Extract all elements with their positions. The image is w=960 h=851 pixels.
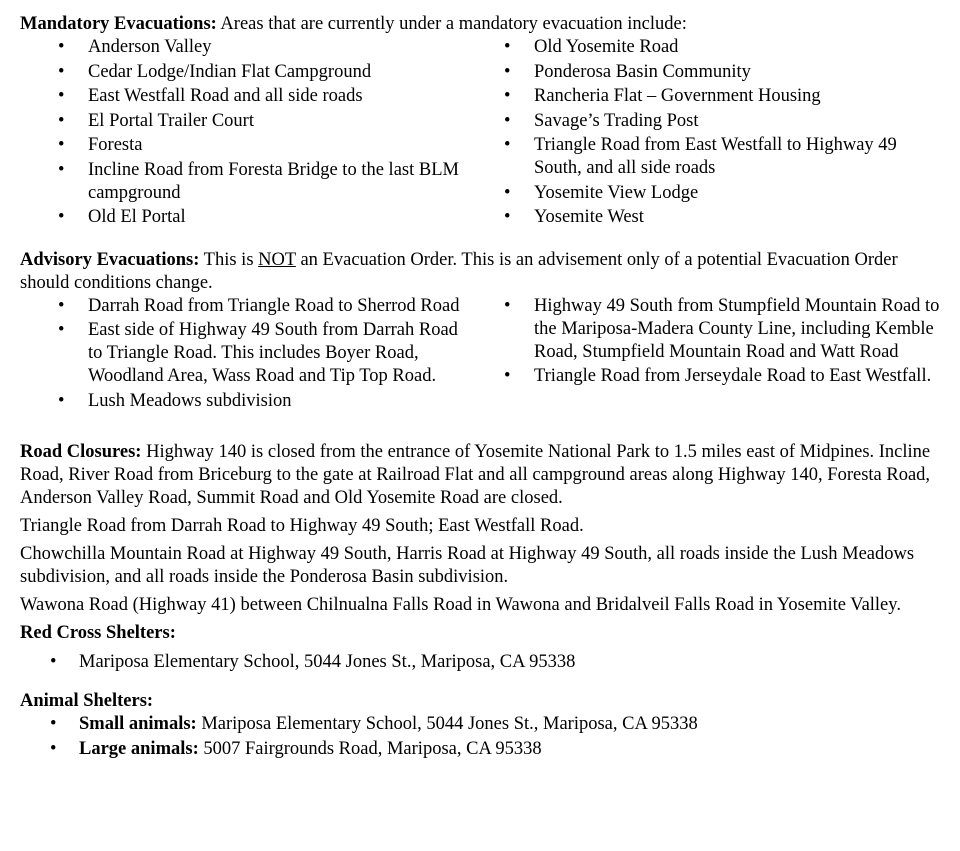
- bullet: •: [504, 295, 511, 316]
- mandatory-columns: [20, 36, 940, 231]
- list-item: [20, 61, 466, 84]
- bullet: •: [504, 182, 511, 203]
- bullet: •: [58, 86, 65, 106]
- animal-shelters-list: [20, 713, 940, 761]
- bullet: •: [58, 110, 65, 131]
- list-item: [466, 85, 940, 108]
- bullet: •: [504, 37, 511, 57]
- list-item: [466, 36, 940, 59]
- advisory-intro-after: an Evacuation Order. This is an advisement only of a potential Evacuation Order should conditions change.: [20, 249, 898, 293]
- list-item-text: Mariposa Elementary School, 5044 Jones St., Mariposa, CA 95338: [79, 652, 576, 672]
- road-closures-heading: Road Closures:: [20, 442, 142, 462]
- mandatory-heading: Mandatory Evacuations:: [20, 14, 217, 34]
- small-animals-text: Mariposa Elementary School, 5044 Jones St., Mariposa, CA 95338: [196, 714, 698, 734]
- bullet: •: [58, 159, 65, 180]
- list-item: [20, 390, 466, 413]
- list-item: [466, 134, 940, 180]
- list-item: [20, 134, 466, 157]
- list-item: [466, 206, 940, 229]
- list-item-text: Ponderosa Basin Community: [534, 61, 751, 82]
- advisory-intro: [20, 249, 940, 295]
- list-item: [20, 110, 466, 133]
- mandatory-intro-text: Areas that are currently under a mandatory evacuation include:: [216, 14, 687, 34]
- animal-shelters-heading: Animal Shelters:: [20, 691, 154, 711]
- bullet: •: [504, 135, 511, 155]
- red-cross-list: [20, 651, 940, 674]
- mandatory-left-list: [20, 36, 466, 231]
- list-item: [20, 36, 466, 59]
- bullet: •: [58, 37, 65, 57]
- large-animals-label: Large animals:: [79, 738, 199, 759]
- list-item-text: El Portal Trailer Court: [88, 110, 254, 131]
- list-item-text: Yosemite West: [534, 207, 644, 227]
- mandatory-right-list: [466, 36, 940, 231]
- bullet: •: [58, 135, 65, 155]
- mandatory-intro: [20, 13, 940, 36]
- list-item: [20, 738, 940, 761]
- list-item-text: Cedar Lodge/Indian Flat Campground: [88, 61, 372, 82]
- list-item: [20, 85, 466, 108]
- road-closure-line: Chowchilla Mountain Road at Highway 49 South, Harris Road at Highway 49 South, all roads inside the Lush Meadows subdivision, and all roads inside the Ponderosa Basin subdivision.: [20, 544, 915, 587]
- list-item-text: East side of Highway 49 South from Darrah Road to Triangle Road. This includes Boyer Road, Woodland Area, Wass Road and Tip Top Road.: [88, 320, 458, 386]
- advisory-left-list: [20, 295, 466, 415]
- list-item-text: Savage’s Trading Post: [534, 110, 699, 131]
- road-closure-line: Wawona Road (Highway 41) between Chilnualna Falls Road in Wawona and Bridalveil Falls Road in Yosemite Valley.: [20, 595, 901, 615]
- document-page: [20, 13, 940, 762]
- list-item-text: Old El Portal: [88, 207, 186, 227]
- list-item: [20, 295, 466, 318]
- list-item: [466, 61, 940, 84]
- list-item-text: Yosemite View Lodge: [534, 182, 699, 203]
- large-animals-text: 5007 Fairgrounds Road, Mariposa, CA 95338: [198, 738, 542, 759]
- list-item-text: Triangle Road from Jerseydale Road to East Westfall.: [534, 366, 932, 386]
- list-item-text: Triangle Road from East Westfall to Highway 49 South, and all side roads: [534, 135, 897, 178]
- bullet: •: [504, 86, 511, 106]
- red-cross-heading: Red Cross Shelters:: [20, 623, 176, 643]
- list-item-text: Rancheria Flat – Government Housing: [534, 86, 821, 106]
- list-item: [466, 110, 940, 133]
- list-item-text: Foresta: [88, 135, 143, 155]
- advisory-intro-before: This is: [199, 249, 259, 270]
- list-item: [20, 713, 940, 736]
- bullet: •: [50, 652, 57, 672]
- bullet: •: [58, 61, 65, 82]
- list-item: [20, 651, 940, 674]
- road-closures-intro-text: Highway 140 is closed from the entrance of Yosemite National Park to 1.5 miles east of Midpines. Incline Road, River Road from Briceburg to the gate at Railroad Flat and all campground areas along Highway 140, Foresta Road, Anderson Valley Road, Summit Road and Old Yosemite Road are closed.: [20, 442, 931, 508]
- bullet: •: [58, 390, 65, 411]
- list-item: [20, 159, 466, 205]
- bullet: •: [58, 295, 65, 316]
- list-item: [466, 295, 940, 364]
- bullet: •: [504, 61, 511, 82]
- advisory-columns: [20, 295, 940, 415]
- list-item: [466, 182, 940, 205]
- list-item: [466, 365, 940, 388]
- list-item-text: East Westfall Road and all side roads: [88, 86, 363, 106]
- road-closure-line: Triangle Road from Darrah Road to Highway 49 South; East Westfall Road.: [20, 516, 584, 536]
- advisory-right-list: [466, 295, 940, 415]
- bullet: •: [504, 366, 511, 386]
- list-item-text: Incline Road from Foresta Bridge to the last BLM campground: [88, 159, 459, 203]
- bullet: •: [50, 738, 57, 759]
- list-item-text: Highway 49 South from Stumpfield Mountain Road to the Mariposa-Madera County Line, including Kemble Road, Stumpfield Mountain Road and Watt Road: [534, 295, 940, 362]
- list-item-text: Anderson Valley: [88, 37, 212, 57]
- list-item-text: Old Yosemite Road: [534, 37, 679, 57]
- bullet: •: [504, 110, 511, 131]
- advisory-emphasis: NOT: [258, 249, 296, 270]
- list-item-text: Lush Meadows subdivision: [88, 390, 292, 411]
- bullet: •: [504, 207, 511, 227]
- bullet: •: [58, 207, 65, 227]
- list-item: [20, 206, 466, 229]
- bullet: •: [50, 714, 57, 734]
- small-animals-label: Small animals:: [79, 714, 197, 734]
- road-closures-intro: [20, 441, 940, 510]
- bullet: •: [58, 320, 65, 340]
- list-item-text: Darrah Road from Triangle Road to Sherrod Road: [88, 295, 460, 316]
- list-item: [20, 319, 466, 388]
- advisory-heading: Advisory Evacuations:: [20, 249, 200, 270]
